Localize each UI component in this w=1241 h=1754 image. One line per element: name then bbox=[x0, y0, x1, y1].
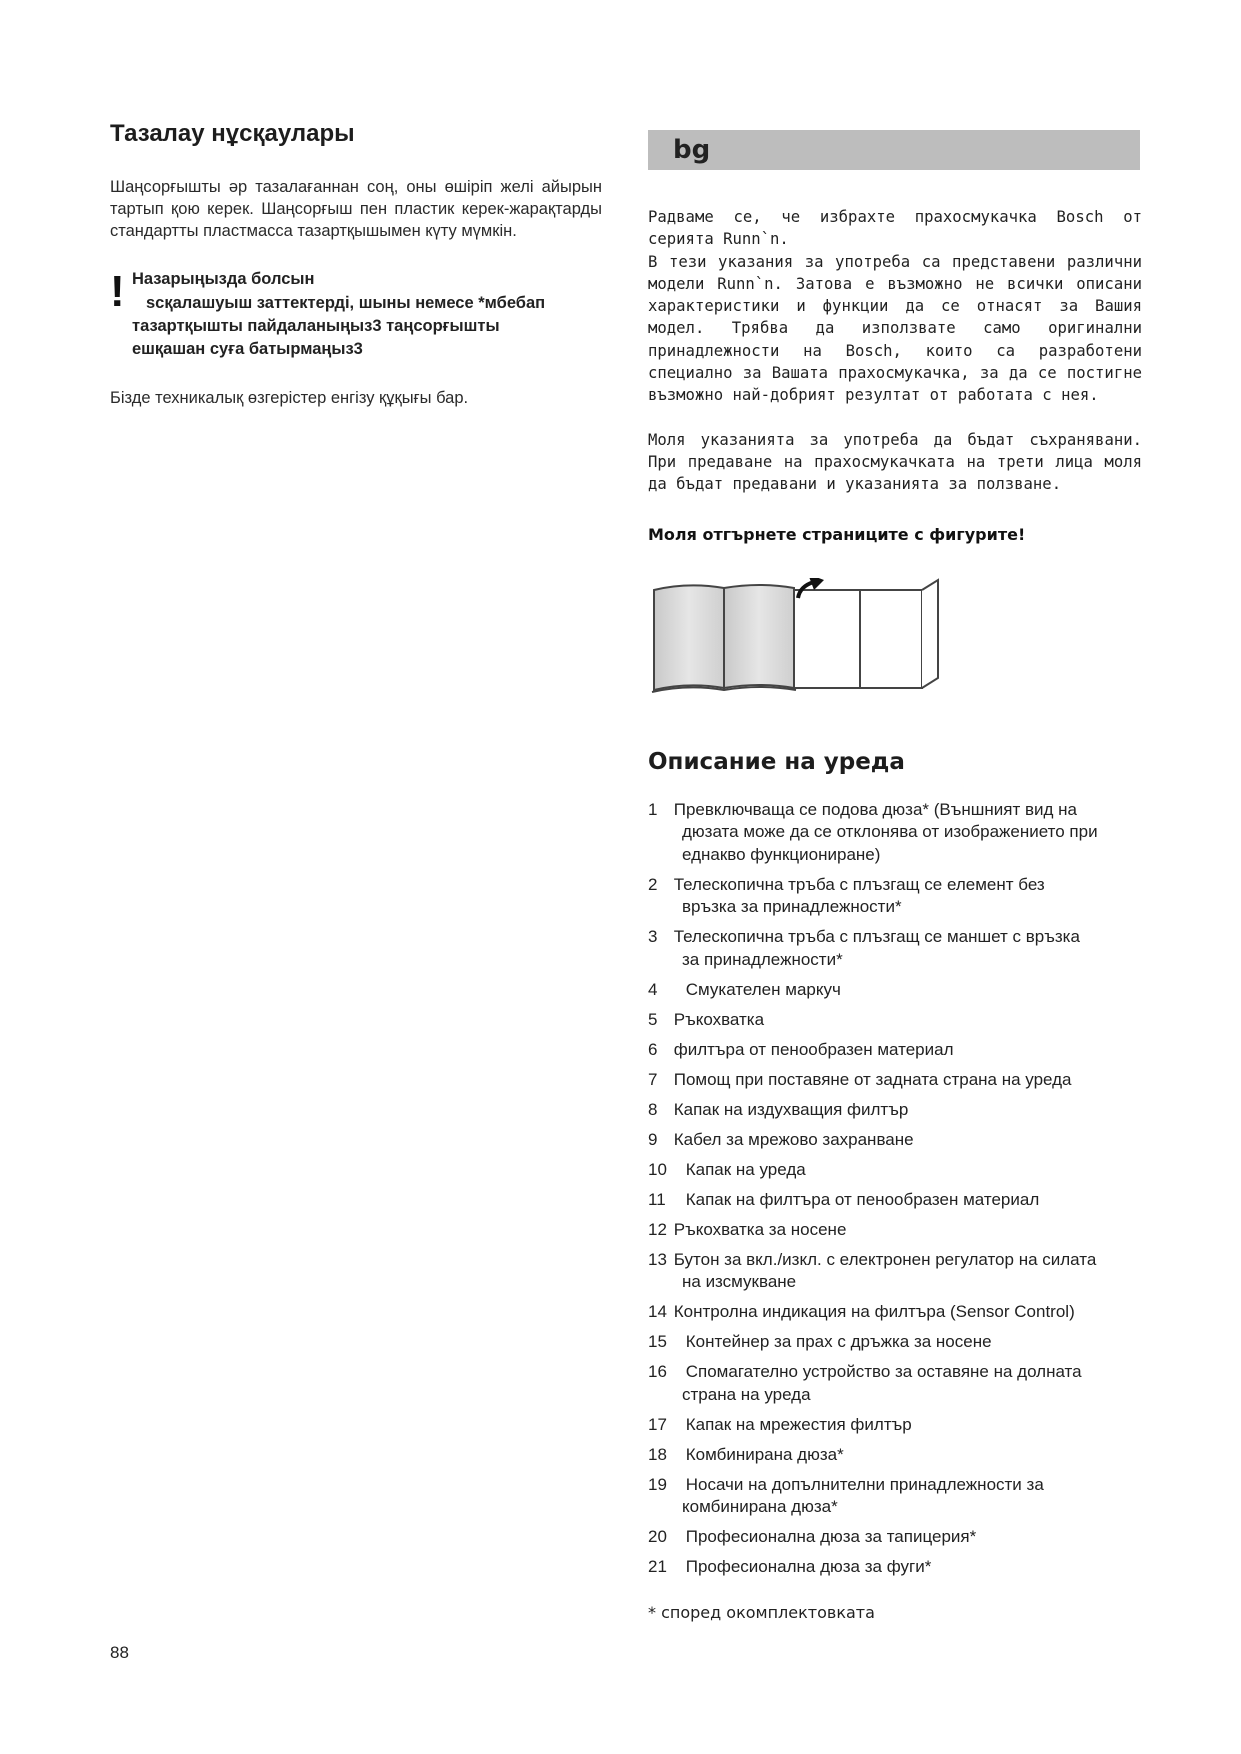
list-item: 10 Капак на уреда bbox=[648, 1159, 806, 1179]
list-item: 8 Капак на издухващия филтър bbox=[648, 1099, 909, 1119]
language-bar bbox=[648, 130, 1140, 170]
page-number: 88 bbox=[110, 1643, 129, 1662]
left-column bbox=[110, 120, 602, 409]
list-item: 1 Превключваща се подова дюза* (Външният вид на дюзата може да се отклонява от изображението при еднакво функциониране) bbox=[648, 799, 1098, 864]
list-item: 13 Бутон за вкл./изкл. с електронен регулатор на силата на изсмукване bbox=[648, 1249, 1097, 1292]
warning-body bbox=[132, 292, 602, 361]
device-description-heading: Описание на уреда bbox=[648, 748, 905, 775]
cleaning-paragraph: Шаңсорғышты әр тазалағаннан соң, оны өшіріп желі айырын тартып қою керек. Шаңсорғыш пен пластик керек-жарақтарды стандартты пластмасса тазартқышымен күту мүмкін. bbox=[110, 178, 602, 240]
list-item: 4 Смукателен маркуч bbox=[648, 979, 841, 999]
list-item: 11 Капак на филтъра от пенообразен материал bbox=[648, 1189, 1040, 1209]
fold-out-pages-icon bbox=[794, 580, 938, 688]
list-item: 5 Ръкохватка bbox=[648, 1009, 765, 1029]
keep-instructions-paragraph: Моля указанията за употреба да бъдат съхранявани. При предаване на прахосмукачката на трети лица моля да бъдат предавани и указанията за ползване. bbox=[648, 430, 1142, 494]
warning-line-1: sсқалашуыш заттектерді, шыны немесе *мбебап bbox=[146, 294, 546, 312]
list-item: 20 Професионална дюза за тапицерия* bbox=[648, 1527, 977, 1547]
list-item: 15 Контейнер за прах с дръжка за носене bbox=[648, 1332, 992, 1352]
list-item: 3 Телескопична тръба с плъзгащ се маншет с връзка за принадлежности* bbox=[648, 927, 1080, 969]
list-item: 17 Капак на мрежестия филтър bbox=[648, 1414, 912, 1434]
intro-sentence: Радваме се, че избрахте прахосмукачка Bosch от серията Runn`n. bbox=[648, 208, 1142, 249]
intro-models-text: В тези указания за употреба са представени различни модели Runn`n. Затова е възможно не всички описани характеристики и функции да се отнасят за Вашия модел. Трябва да използвате само оригинални принадлежности на Bosch, които са разработени специално за Вашата прахосмукачка, за да се постигне възможно най-добрият резултат от работата с нея. bbox=[648, 252, 1142, 405]
list-item: 16 Спомагателно устройство за оставяне на долната страна на уреда bbox=[648, 1362, 1082, 1404]
warning-block bbox=[110, 268, 602, 361]
parts-list bbox=[648, 799, 1142, 1579]
warning-title: Назарыңызда болсын bbox=[132, 270, 315, 288]
warning-line-2: тазартқышты пайдаланыңыз3 таңсорғышты bbox=[132, 317, 500, 335]
footnote: * според окомплектовката bbox=[648, 1602, 875, 1622]
list-item: 21 Професионална дюза за фуги* bbox=[648, 1557, 932, 1577]
list-item: 18 Комбинирана дюза* bbox=[648, 1444, 844, 1464]
cleaning-heading: Тазалау нұсқаулары bbox=[110, 120, 355, 147]
list-item: 7 Помощ при поставяне от задната страна на уреда bbox=[648, 1069, 1072, 1089]
fold-out-book-illustration bbox=[648, 578, 968, 700]
list-item: 14 Контролна индикация на филтъра (Sensor Control) bbox=[648, 1302, 1075, 1322]
list-item: 2 Телескопична тръба с плъзгащ се елемент без връзка за принадлежности* bbox=[648, 874, 1045, 917]
list-item: 6 филтъра от пенообразен материал bbox=[648, 1039, 954, 1059]
warning-icon: ! bbox=[110, 267, 125, 316]
warning-line-3: ешқашан суға батырмаңыз3 bbox=[132, 340, 363, 358]
list-item: 9 Кабел за мрежово захранване bbox=[648, 1129, 914, 1149]
open-book-icon bbox=[652, 585, 796, 692]
list-item: 19 Носачи на допълнителни принадлежности за комбинирана дюза* bbox=[648, 1474, 1044, 1517]
intro-paragraph bbox=[648, 206, 1142, 407]
language-code: bg bbox=[673, 135, 711, 165]
fold-out-note: Моля отгърнете страниците с фигурите! bbox=[648, 524, 1026, 544]
right-column bbox=[648, 130, 1142, 1638]
list-item: 12 Ръкохватка за носене bbox=[648, 1219, 847, 1239]
technical-changes-note: Бізде техникалық өзгерістер енгізу құқығы бар. bbox=[110, 389, 469, 407]
